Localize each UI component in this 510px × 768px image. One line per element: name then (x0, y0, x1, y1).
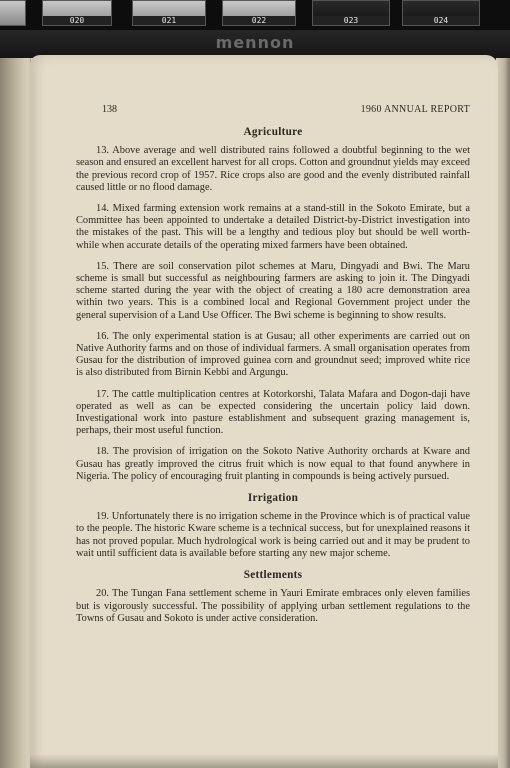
film-frame (42, 0, 112, 26)
paragraph: 20. The Tungan Fana settlement scheme in Yauri Emirate embraces only eleven families but is vigorously successful. The possibility of applying urban settlement regulations to the Towns of Gusau and Sokoto is under active consideration. (76, 588, 470, 624)
frame-number: 023 (313, 16, 389, 25)
page-edge (496, 58, 510, 768)
frame-number: 024 (403, 16, 479, 25)
film-frame (402, 0, 480, 26)
paragraph: 13. Above average and well distributed rains followed a doubtful beginning to the wet season and ensured an excellent harvest for all crops. Cotton and groundnut yields may exceed the previous record crop of 1957. Rice crops also are good and the evenly distributed rainfall caused little or no flood damage. (76, 145, 470, 193)
page-bottom-shadow (30, 754, 498, 768)
scanner-bar (0, 0, 510, 58)
page-number: 138 (102, 104, 117, 115)
paragraph: 16. The only experimental station is at Gusau; all other experiments are carried out on Native Authority farms and on those of individual farmers. A small organisation operates from Gusau for the distribution of improved guinea corn and groundnut seed; improved white rice is also distributed from Birnin Kebbi and Argungu. (76, 330, 470, 379)
film-frame (0, 0, 26, 26)
section-heading-irrigation: Irrigation (247, 492, 299, 505)
film-frame (132, 0, 206, 26)
paragraph: 14. Mixed farming extension work remains at a stand-still in the Sokoto Emirate, but a Committee has been appointed to undertake a detailed District-by-District investigation into the mistakes of the past. This will be a lengthy and tedious ploy but should be well worth-while when accurate details of the operating mixed farmers have been obtained. (76, 203, 470, 251)
paragraph: 17. The cattle multiplication centres at Kotorkorshi, Talata Mafara and Dogon-daji have operated as well as can be expected considering the uncertain policy laid down. Investigational work into pasture establishment and subsequent grazing management is, perhaps, their most useful function. (76, 388, 470, 437)
page-header (76, 100, 470, 120)
film-strip (0, 0, 510, 30)
scanner-brand-logo: mennon (215, 33, 295, 52)
film-frame (222, 0, 296, 26)
paragraph: 15. There are soil conservation pilot schemes at Maru, Dingyadi and Bwi. The Maru scheme is small but successful as neighbouring farmers are asking to join it. The Dingyadi scheme started during the year with the object of creating a 180 acre demonstration area within two years. This is a combined local and Regional Government project under the general supervision of a Land Use Officer. The Bwi scheme is beginning to show results. (76, 260, 470, 321)
frame-number: 021 (133, 16, 205, 25)
paragraph: 18. The provision of irrigation on the Sokoto Native Authority orchards at Kware and Gusau has greatly improved the citrus fruit which is now equal to that found anywhere in Nigeria. The policy of encouraging fruit planting in compounds is being actively pursued. (76, 446, 470, 482)
section-heading-agriculture: Agriculture (243, 126, 303, 138)
page-text (76, 100, 470, 634)
paragraph: 19. Unfortunately there is no irrigation scheme in the Province which is of practical value to the people. The historic Kware scheme is a technical success, but for unexplained reasons it has not proved popular. Much hydrological work is being carried out and it may be prudent to wait until sufficient data is available before starting any new major scheme. (76, 511, 470, 559)
section-heading-settlements: Settlements (243, 569, 303, 582)
frame-number: 020 (43, 16, 111, 25)
running-title: 1960 ANNUAL REPORT (360, 104, 470, 115)
film-frame (312, 0, 390, 26)
frame-number: 022 (223, 16, 295, 25)
